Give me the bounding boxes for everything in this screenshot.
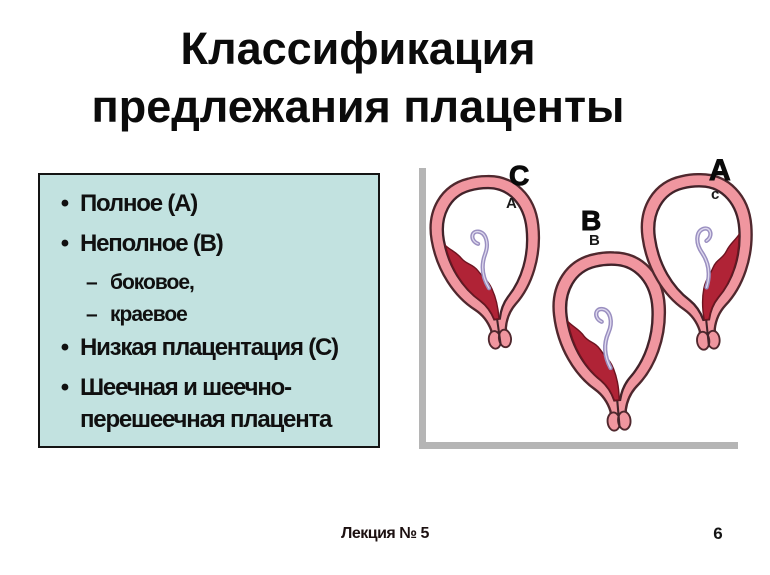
list-item <box>50 228 372 260</box>
list-item <box>50 372 372 436</box>
list-item-label: Шеечная и шеечно-перешеечная плацента <box>80 374 332 433</box>
figure-label-b: B <box>581 205 602 236</box>
figure-sublabel-b: B <box>589 232 600 249</box>
figure-label-c: C <box>509 160 530 191</box>
bullet-icon: • <box>60 190 70 217</box>
footer-lecture-label: Лекция № 5 <box>341 525 429 542</box>
footer-page-number: 6 <box>713 524 723 543</box>
slide-title <box>0 20 716 136</box>
uterus-figure-complete-previa <box>625 163 770 360</box>
bullet-icon: • <box>60 334 70 361</box>
classification-box <box>38 173 380 448</box>
list-item <box>50 188 372 220</box>
diagram-axis-horizontal <box>419 442 738 449</box>
list-subitem-label: краевое <box>110 303 187 326</box>
list-item-label: Полное (А) <box>80 190 198 217</box>
list-item <box>50 332 372 364</box>
list-item-label: Неполное (В) <box>80 230 223 257</box>
figure-sublabel-a: c <box>711 186 720 203</box>
figure-sublabel-c: A <box>506 195 517 212</box>
bullet-icon: • <box>60 230 70 257</box>
figure-label-a: A <box>709 154 731 187</box>
list-subitem <box>50 300 372 329</box>
list-subitem-label: боковое, <box>110 271 194 294</box>
list-item-label: Низкая плацентация (С) <box>80 334 338 361</box>
dash-icon: – <box>86 271 98 294</box>
slide-title-line2: предлежания плаценты <box>91 81 625 132</box>
list-subitem <box>50 268 372 297</box>
slide-title-line1: Классификация <box>180 23 536 74</box>
bullet-icon: • <box>60 374 70 401</box>
dash-icon: – <box>86 303 98 326</box>
